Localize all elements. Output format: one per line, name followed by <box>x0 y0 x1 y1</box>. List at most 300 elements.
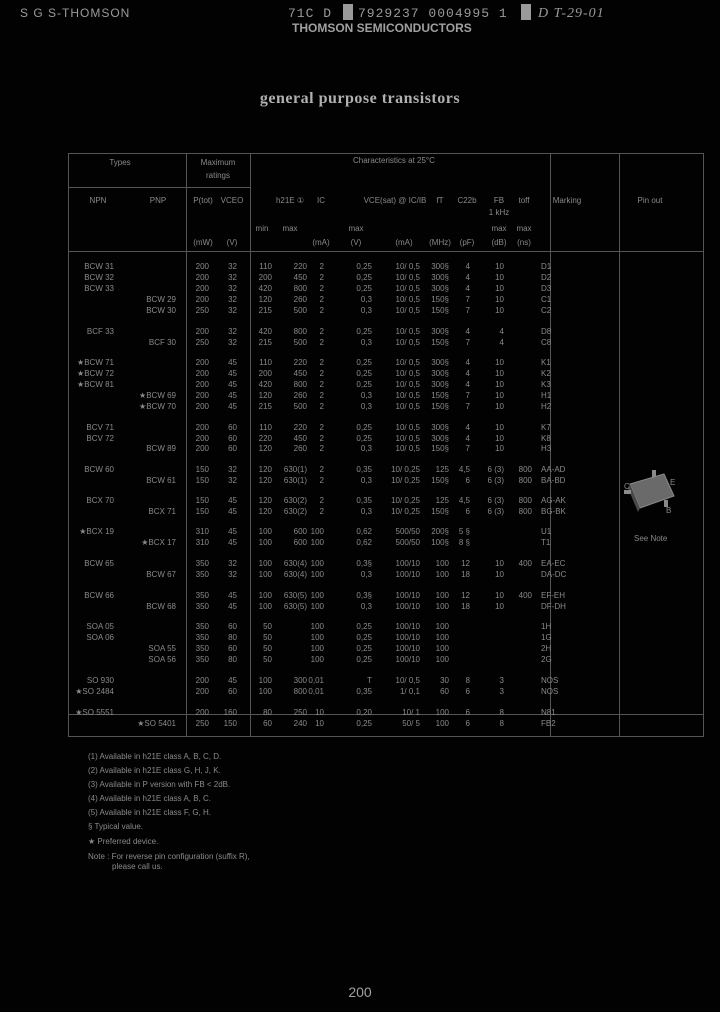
table-cell-v: 45 <box>228 591 237 600</box>
table-cell-vce: 0,25 <box>356 273 372 282</box>
table-cell-mark: C1 <box>541 295 552 304</box>
table-cell-hmax: 630(4) <box>283 559 307 568</box>
table-cell-icib: 50/ 5 <box>402 719 420 728</box>
table-cell-mark: N81 <box>541 708 556 717</box>
table-cell-ic: 2 <box>319 391 324 400</box>
table-cell-ft: 100 <box>435 644 449 653</box>
table-cell-hmax: 220 <box>293 262 307 271</box>
unit-ptot: (mW) <box>193 238 213 247</box>
table-cell-vce: 0,35 <box>356 465 372 474</box>
table-cell-v: 45 <box>228 527 237 536</box>
table-cell-npn: ★SO 5551 <box>75 708 114 717</box>
table-cell-ft: 100 <box>435 622 449 631</box>
table-cell-p: 350 <box>195 591 209 600</box>
table-cell-c: 7 <box>465 402 470 411</box>
table-cell-ft: 300§ <box>431 284 449 293</box>
table-cell-ft: 150§ <box>431 402 449 411</box>
table-cell-npn: BCW 65 <box>84 559 114 568</box>
table-cell-p: 350 <box>195 570 209 579</box>
table-cell-icib: 10/ 0,5 <box>395 380 420 389</box>
table-cell-v: 60 <box>228 434 237 443</box>
table-cell-vce: 0,3 <box>360 295 372 304</box>
table-cell-v: 45 <box>228 391 237 400</box>
table-cell-c: 4 <box>465 423 470 432</box>
table-cell-v: 32 <box>228 327 237 336</box>
table-cell-ic: 100 <box>310 633 324 642</box>
table-cell-hmin: 110 <box>259 423 272 432</box>
table-cell-ic: 2 <box>319 295 324 304</box>
table-cell-ic: 2 <box>319 306 324 315</box>
table-cell-hmin: 100 <box>258 527 272 536</box>
table-cell-icib: 100/10 <box>395 622 420 631</box>
table-cell-p: 350 <box>195 602 209 611</box>
header-fb: FB <box>493 196 505 205</box>
table-cell-icib: 10/ 0,5 <box>395 391 420 400</box>
unit-c22b: (pF) <box>459 238 475 247</box>
unit-ft: (MHz) <box>429 238 451 247</box>
table-cell-v: 60 <box>228 423 237 432</box>
table-cell-icib: 10/ 0,5 <box>395 338 420 347</box>
table-cell-icib: 100/10 <box>395 570 420 579</box>
table-cell-mark: H2 <box>541 402 552 411</box>
table-cell-p: 200 <box>195 402 209 411</box>
see-note-label: See Note <box>634 534 668 543</box>
table-cell-npn: ★SO 2484 <box>75 687 114 696</box>
table-cell-c: 7 <box>465 444 470 453</box>
table-cell-fb: 4 <box>499 338 504 347</box>
doc-code-left: 71C D <box>288 6 333 21</box>
header-ratings: ratings <box>205 171 230 180</box>
table-cell-icib: 10/ 0,5 <box>395 262 420 271</box>
table-cell-hmax: 500 <box>293 338 307 347</box>
table-cell-c: 6 <box>465 687 470 696</box>
table-cell-hmin: 100 <box>258 538 272 547</box>
table-cell-c: 12 <box>461 591 470 600</box>
table-cell-c: 6 <box>465 708 470 717</box>
table-cell-mark: T1 <box>541 538 551 547</box>
table-cell-icib: 500/50 <box>395 527 420 536</box>
table-cell-vce: 0,25 <box>356 434 372 443</box>
table-cell-c: 4 <box>465 262 470 271</box>
table-cell-v: 45 <box>228 602 237 611</box>
table-cell-ic: 2 <box>319 496 324 505</box>
table-cell-fb: 10 <box>495 273 504 282</box>
table-cell-npn: BCV 71 <box>86 423 114 432</box>
table-cell-vce: 0,25 <box>356 423 372 432</box>
table-cell-hmax: 220 <box>293 423 307 432</box>
table-cell-pnp: BCW 30 <box>146 306 176 315</box>
col-divider <box>619 154 620 736</box>
header-maximum: Maximum <box>200 158 236 167</box>
table-cell-ft: 150§ <box>431 338 449 347</box>
table-cell-hmax: 600 <box>293 538 307 547</box>
table-cell-hmax: 630(4) <box>283 570 307 579</box>
table-cell-hmin: 100 <box>258 559 272 568</box>
table-cell-p: 200 <box>195 391 209 400</box>
footnote: Note : For reverse pin configuration (suffix R), <box>88 852 250 861</box>
table-cell-hmin: 100 <box>258 591 272 600</box>
table-cell-ic: 2 <box>319 507 324 516</box>
company-line: THOMSON SEMICONDUCTORS <box>292 21 472 35</box>
table-cell-ic: 2 <box>319 358 324 367</box>
table-cell-npn: BCV 72 <box>86 434 114 443</box>
table-cell-c: 6 <box>465 476 470 485</box>
table-cell-hmax: 220 <box>293 358 307 367</box>
row-divider <box>69 187 250 188</box>
table-cell-icib: 10/ 0,5 <box>395 434 420 443</box>
table-cell-fb: 10 <box>495 602 504 611</box>
table-cell-fb: 10 <box>495 391 504 400</box>
table-cell-p: 350 <box>195 644 209 653</box>
table-cell-mark: K2 <box>541 369 551 378</box>
table-cell-ft: 150§ <box>431 306 449 315</box>
table-cell-mark: AA-AD <box>541 465 566 474</box>
table-cell-fb: 8 <box>499 719 504 728</box>
table-cell-mark: H1 <box>541 391 552 400</box>
table-cell-p: 310 <box>195 527 209 536</box>
table-cell-hmax: 450 <box>293 273 307 282</box>
table-cell-hmin: 220 <box>258 434 272 443</box>
table-cell-c: 4 <box>465 434 470 443</box>
table-cell-hmin: 110 <box>259 358 272 367</box>
header-npn: NPN <box>89 196 107 205</box>
table-cell-vce: 0,3 <box>360 391 372 400</box>
table-cell-ic: 2 <box>319 465 324 474</box>
table-cell-v: 150 <box>223 719 237 728</box>
table-cell-hmin: 215 <box>258 306 272 315</box>
table-cell-hmax: 630(5) <box>283 591 307 600</box>
table-cell-c: 7 <box>465 338 470 347</box>
table-cell-hmax: 800 <box>293 687 307 696</box>
table-cell-toff: 800 <box>518 496 532 505</box>
table-cell-fb: 3 <box>499 676 504 685</box>
page-number: 200 <box>348 984 372 1000</box>
table-cell-hmin: 120 <box>258 465 272 474</box>
header-pnp: PNP <box>149 196 167 205</box>
table-cell-v: 45 <box>228 402 237 411</box>
table-cell-ic: 100 <box>310 602 324 611</box>
header-toff: toff <box>518 196 530 205</box>
table-cell-ic: 0,01 <box>308 676 324 685</box>
table-cell-p: 200 <box>195 273 209 282</box>
table-cell-ft: 150§ <box>431 444 449 453</box>
footnote: § Typical value. <box>88 822 143 831</box>
table-cell-vce: 0,35 <box>356 496 372 505</box>
table-cell-v: 60 <box>228 444 237 453</box>
table-cell-hmin: 50 <box>263 644 272 653</box>
table-cell-mark: NOS <box>541 687 559 696</box>
table-cell-icib: 10/ 0,5 <box>395 327 420 336</box>
table-cell-icib: 10/ 1 <box>402 708 420 717</box>
table-cell-c: 5 § <box>458 527 470 536</box>
pin-b-label: B <box>666 506 672 515</box>
table-cell-hmax: 260 <box>293 444 307 453</box>
table-cell-ic: 2 <box>319 444 324 453</box>
table-cell-mark: D8 <box>541 327 552 336</box>
table-cell-c: 7 <box>465 391 470 400</box>
table-cell-vce: 0,25 <box>356 380 372 389</box>
table-cell-npn: BCW 33 <box>84 284 114 293</box>
table-cell-v: 45 <box>228 676 237 685</box>
table-cell-fb: 10 <box>495 570 504 579</box>
table-cell-icib: 100/10 <box>395 591 420 600</box>
table-cell-hmin: 110 <box>259 262 272 271</box>
table-cell-ic: 2 <box>319 402 324 411</box>
table-cell-fb: 10 <box>495 444 504 453</box>
header-ic: IC <box>317 196 325 205</box>
table-cell-p: 150 <box>195 496 209 505</box>
table-cell-fb: 10 <box>495 559 504 568</box>
table-cell-v: 32 <box>228 559 237 568</box>
table-cell-p: 250 <box>195 338 209 347</box>
table-cell-p: 200 <box>195 295 209 304</box>
table-cell-ft: 30 <box>440 676 449 685</box>
row-divider <box>69 251 550 252</box>
table-cell-icib: 10/ 0,5 <box>395 444 420 453</box>
table-cell-pnp: ★BCW 70 <box>139 402 176 411</box>
table-cell-pnp: BCW 89 <box>146 444 176 453</box>
table-cell-ft: 100 <box>435 633 449 642</box>
table-cell-ft: 100§ <box>431 538 449 547</box>
table-cell-p: 350 <box>195 655 209 664</box>
table-cell-icib: 10/ 0,5 <box>395 306 420 315</box>
subheader-min: min <box>255 224 269 233</box>
table-cell-pnp: ★BCX 17 <box>141 538 176 547</box>
table-cell-ic: 2 <box>319 284 324 293</box>
table-cell-p: 200 <box>195 284 209 293</box>
table-cell-p: 350 <box>195 622 209 631</box>
subheader-max: max <box>516 224 532 233</box>
table-cell-hmin: 100 <box>258 687 272 696</box>
table-cell-fb: 10 <box>495 434 504 443</box>
table-cell-p: 350 <box>195 559 209 568</box>
table-cell-p: 200 <box>195 327 209 336</box>
table-cell-fb: 10 <box>495 380 504 389</box>
table-cell-vce: 0,3 <box>360 444 372 453</box>
header-types: Types <box>109 158 131 167</box>
table-cell-hmin: 50 <box>263 633 272 642</box>
table-cell-p: 150 <box>195 476 209 485</box>
table-cell-c: 4 <box>465 273 470 282</box>
table-cell-p: 150 <box>195 507 209 516</box>
table-cell-fb: 3 <box>499 687 504 696</box>
table-cell-ft: 200§ <box>431 527 449 536</box>
table-cell-c: 7 <box>465 295 470 304</box>
pin-e-label: E <box>670 478 676 487</box>
table-cell-ft: 125 <box>435 465 449 474</box>
page-title: general purpose transistors <box>259 90 461 107</box>
table-cell-ic: 100 <box>310 655 324 664</box>
footnote: please call us. <box>112 862 163 871</box>
table-cell-v: 80 <box>228 633 237 642</box>
table-cell-vce: 0,25 <box>356 719 372 728</box>
table-cell-mark: 2G <box>541 655 552 664</box>
table-cell-ic: 2 <box>319 273 324 282</box>
table-cell-hmax: 630(1) <box>283 465 307 474</box>
unit-toff: (ns) <box>517 238 531 247</box>
table-cell-vce: 0,25 <box>356 327 372 336</box>
table-cell-p: 200 <box>195 262 209 271</box>
table-cell-hmax: 450 <box>293 369 307 378</box>
table-cell-icib: 10/ 0,5 <box>395 676 420 685</box>
table-cell-c: 6 <box>465 507 470 516</box>
table-cell-mark: D3 <box>541 284 552 293</box>
table-cell-v: 160 <box>223 708 237 717</box>
table-cell-v: 80 <box>228 655 237 664</box>
table-cell-v: 60 <box>228 644 237 653</box>
table-cell-vce: 0,3 <box>360 602 372 611</box>
table-cell-ft: 300§ <box>431 273 449 282</box>
table-cell-npn: BCX 70 <box>86 496 114 505</box>
table-cell-p: 200 <box>195 380 209 389</box>
table-cell-p: 150 <box>195 465 209 474</box>
table-cell-hmax: 630(5) <box>283 602 307 611</box>
table-cell-ic: 100 <box>310 559 324 568</box>
table-cell-ft: 60 <box>440 687 449 696</box>
table-cell-hmax: 450 <box>293 434 307 443</box>
table-cell-hmin: 50 <box>263 655 272 664</box>
table-cell-vce: 0,25 <box>356 284 372 293</box>
table-cell-hmin: 50 <box>263 622 272 631</box>
table-cell-hmax: 250 <box>293 708 307 717</box>
table-cell-v: 45 <box>228 538 237 547</box>
table-cell-hmin: 120 <box>258 476 272 485</box>
table-cell-c: 18 <box>461 570 470 579</box>
table-cell-p: 200 <box>195 369 209 378</box>
table-cell-toff: 400 <box>518 591 532 600</box>
table-cell-mark: EF-EH <box>541 591 565 600</box>
table-cell-c: 12 <box>461 559 470 568</box>
table-cell-npn: BCW 31 <box>84 262 114 271</box>
table-cell-ft: 150§ <box>431 476 449 485</box>
footnote: (4) Available in h21E class A, B, C. <box>88 794 212 803</box>
table-cell-mark: 1G <box>541 633 552 642</box>
table-cell-toff: 800 <box>518 465 532 474</box>
table-cell-vce: 0,25 <box>356 644 372 653</box>
table-cell-icib: 10/ 0,5 <box>395 402 420 411</box>
table-cell-pnp: SOA 55 <box>148 644 176 653</box>
table-cell-icib: 100/10 <box>395 644 420 653</box>
table-cell-hmin: 80 <box>263 708 272 717</box>
table-cell-npn: SOA 05 <box>86 622 114 631</box>
table-cell-c: 4,5 <box>458 496 470 505</box>
table-cell-hmin: 60 <box>263 719 272 728</box>
table-cell-ft: 300§ <box>431 369 449 378</box>
table-cell-fb: 10 <box>495 402 504 411</box>
table-cell-mark: BA-BD <box>541 476 566 485</box>
table-cell-p: 200 <box>195 434 209 443</box>
table-cell-icib: 10/ 0,25 <box>391 496 420 505</box>
table-cell-v: 32 <box>228 295 237 304</box>
table-cell-mark: AG-AK <box>541 496 566 505</box>
header-vcesat: VCE(sat) @ IC/IB <box>363 196 427 205</box>
header-ptot: P(tot) <box>193 196 213 205</box>
table-cell-vce: 0,62 <box>356 527 372 536</box>
table-cell-mark: K1 <box>541 358 551 367</box>
table-cell-vce: 0,25 <box>356 369 372 378</box>
table-cell-ft: 125 <box>435 496 449 505</box>
table-cell-c: 4 <box>465 369 470 378</box>
table-cell-icib: 10/ 0,25 <box>391 465 420 474</box>
table-cell-p: 350 <box>195 633 209 642</box>
table-cell-ic: 2 <box>319 369 324 378</box>
table-cell-v: 32 <box>228 273 237 282</box>
doc-code-mid: 7929237 0004995 1 <box>358 6 508 21</box>
table-cell-fb: 6 (3) <box>487 465 504 474</box>
table-cell-ic: 100 <box>310 622 324 631</box>
table-cell-ft: 300§ <box>431 358 449 367</box>
table-cell-mark: D2 <box>541 273 552 282</box>
subheader-max: max <box>348 224 364 233</box>
table-cell-pnp: BCW 29 <box>146 295 176 304</box>
table-cell-ft: 300§ <box>431 262 449 271</box>
table-cell-fb: 10 <box>495 295 504 304</box>
table-cell-v: 45 <box>228 369 237 378</box>
footnote: (3) Available in P version with FB < 2dB. <box>88 780 231 789</box>
table-cell-c: 4 <box>465 284 470 293</box>
table-cell-vce: 0,25 <box>356 622 372 631</box>
table-cell-hmax: 800 <box>293 380 307 389</box>
table-cell-hmin: 120 <box>258 391 272 400</box>
table-cell-c: 4 <box>465 327 470 336</box>
table-cell-pnp: ★BCW 69 <box>139 391 176 400</box>
scan-bar-1 <box>343 4 353 20</box>
table-cell-fb: 6 (3) <box>487 496 504 505</box>
table-cell-toff: 800 <box>518 476 532 485</box>
table-cell-mark: BG-BK <box>541 507 566 516</box>
table-cell-ic: 10 <box>315 708 324 717</box>
table-cell-icib: 100/10 <box>395 602 420 611</box>
table-cell-icib: 10/ 0,5 <box>395 295 420 304</box>
table-cell-hmax: 260 <box>293 391 307 400</box>
table-cell-fb: 4 <box>499 327 504 336</box>
header-c22b: C22b <box>457 196 477 205</box>
table-cell-vce: 0,35 <box>356 687 372 696</box>
table-cell-mark: EA-EC <box>541 559 566 568</box>
table-cell-v: 32 <box>228 570 237 579</box>
table-cell-icib: 10/ 0,25 <box>391 476 420 485</box>
table-cell-hmax: 500 <box>293 402 307 411</box>
table-cell-hmin: 120 <box>258 295 272 304</box>
table-cell-ft: 150§ <box>431 391 449 400</box>
table-cell-v: 32 <box>228 262 237 271</box>
scan-bar-2 <box>521 4 531 20</box>
table-cell-p: 200 <box>195 358 209 367</box>
footnote: (2) Available in h21E class G, H, J, K. <box>88 766 221 775</box>
table-cell-hmax: 630(2) <box>283 507 307 516</box>
table-cell-fb: 10 <box>495 358 504 367</box>
table-cell-ft: 100 <box>435 570 449 579</box>
table-cell-ft: 300§ <box>431 423 449 432</box>
table-cell-mark: 1H <box>541 622 552 631</box>
table-cell-ic: 100 <box>310 591 324 600</box>
table-cell-pnp: BCW 67 <box>146 570 176 579</box>
table-cell-vce: 0,25 <box>356 358 372 367</box>
table-cell-hmin: 120 <box>258 507 272 516</box>
table-cell-p: 200 <box>195 676 209 685</box>
table-cell-icib: 10/ 0,5 <box>395 358 420 367</box>
table-cell-npn: BCF 33 <box>86 327 114 336</box>
table-cell-icib: 100/10 <box>395 559 420 568</box>
table-cell-icib: 10/ 0,5 <box>395 284 420 293</box>
table-cell-icib: 10/ 0,5 <box>395 369 420 378</box>
header-ft: fT <box>436 196 444 205</box>
table-cell-ft: 100 <box>435 591 449 600</box>
table-cell-npn: ★BCW 72 <box>77 369 114 378</box>
table-cell-pnp: SOA 56 <box>148 655 176 664</box>
table-cell-p: 250 <box>195 306 209 315</box>
table-cell-p: 310 <box>195 538 209 547</box>
